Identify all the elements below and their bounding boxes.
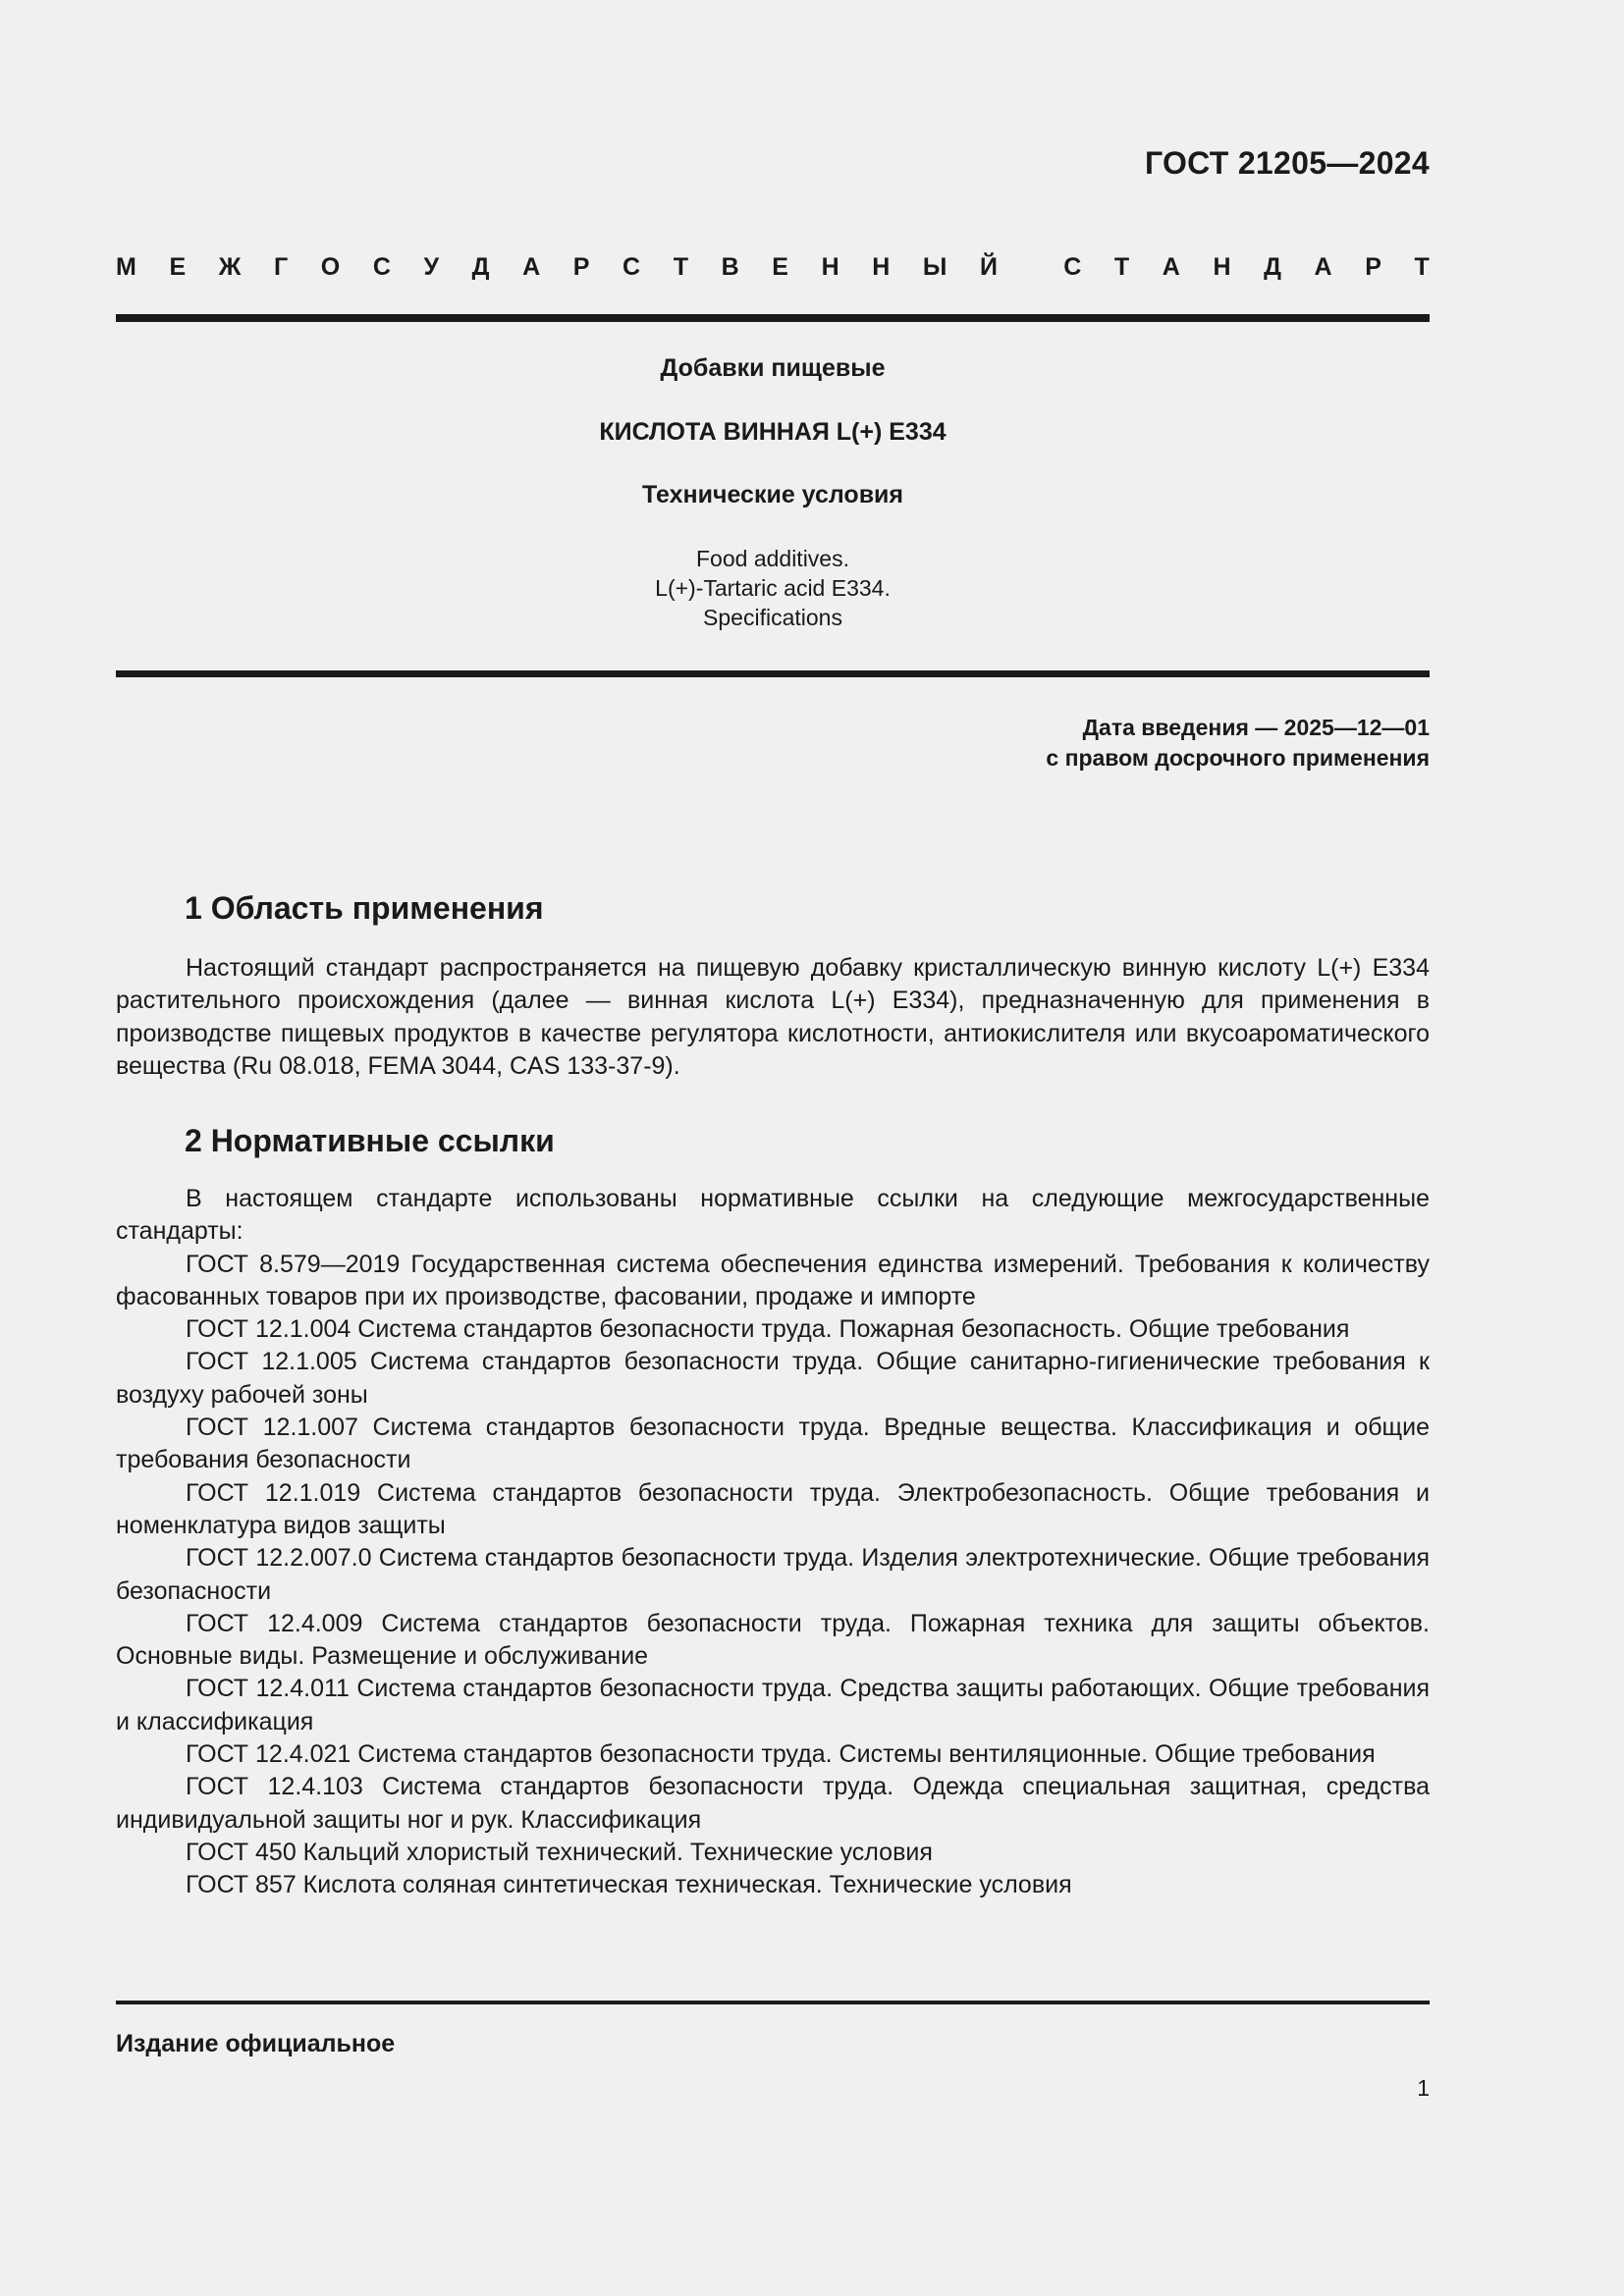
page-number: 1 [1417, 2075, 1430, 2101]
title-bottom-rule [116, 670, 1430, 677]
reference-item: ГОСТ 12.4.011 Система стандартов безопасности труда. Средства защиты работающих. Общие требования и классификация [116, 1675, 1430, 1735]
early-application-note: с правом досрочного применения [1046, 745, 1430, 771]
reference-item: ГОСТ 12.2.007.0 Система стандартов безопасности труда. Изделия электротехнические. Общие требования безопасности [116, 1544, 1430, 1605]
reference-item: ГОСТ 12.4.009 Система стандартов безопасности труда. Пожарная техника для защиты объектов. Основные виды. Размещение и обслуживание [116, 1609, 1430, 1671]
banner-letter: Н [872, 253, 891, 281]
footer-rule [116, 2001, 1430, 2004]
top-rule [116, 314, 1430, 322]
banner-letter: Т [673, 253, 688, 281]
banner-letter: Д [1264, 253, 1281, 281]
banner-letter: С [1063, 253, 1082, 281]
banner-letter: С [372, 253, 391, 281]
doc-name: КИСЛОТА ВИННАЯ L(+) Е334 [599, 418, 947, 446]
introduction-date: Дата введения — 2025—12—01 [1082, 715, 1430, 740]
reference-item: ГОСТ 12.1.005 Система стандартов безопасности труда. Общие санитарно-гигиенические требования к воздуху рабочей зоны [116, 1348, 1430, 1409]
banner-letter: Е [772, 253, 788, 281]
banner-letter: Ы [922, 253, 947, 281]
reference-item: ГОСТ 857 Кислота соляная синтетическая техническая. Технические условия [186, 1871, 1072, 1899]
banner-letter: Н [821, 253, 839, 281]
banner-letter: О [320, 253, 341, 281]
reference-item: ГОСТ 12.1.007 Система стандартов безопасности труда. Вредные вещества. Классификация и общие требования безопасности [116, 1414, 1430, 1474]
gost-code: ГОСТ 21205—2024 [1144, 145, 1430, 181]
section-1-body [116, 952, 1430, 1083]
banner-letter: В [721, 253, 739, 281]
english-title-line: Specifications [703, 605, 842, 630]
banner-letter: Р [572, 253, 590, 281]
section-1-heading: 1 Область применения [185, 890, 544, 926]
english-title [116, 544, 1430, 632]
banner-letter: А [522, 253, 541, 281]
banner-letter: Т [1414, 253, 1430, 281]
reference-item: ГОСТ 12.1.019 Система стандартов безопасности труда. Электробезопасность. Общие требования и номенклатура видов защиты [116, 1478, 1430, 1539]
banner-letter: Г [273, 253, 289, 281]
english-title-line: Food additives. [696, 546, 849, 571]
doc-subtitle: Технические условия [641, 481, 904, 508]
banner-letter: У [423, 253, 440, 281]
banner-letter: Р [1365, 253, 1381, 281]
interstate-standard-banner [116, 253, 1430, 282]
reference-item: ГОСТ 450 Кальций хлористый технический. Технические условия [186, 1838, 933, 1866]
section-2-heading: 2 Нормативные ссылки [185, 1123, 555, 1158]
banner-letter: Т [1113, 253, 1130, 281]
paragraph: Настоящий стандарт распространяется на пищевую добавку кристаллическую винную кислоту L(+) Е334 растительного происхождения (далее — винная кислота L(+) Е334), предназначенную для применения в производстве пищевых продуктов в качестве регулятора кислотности, антиокислителя или вкусоароматического вещества (Ru 08.018, FEMA 3044, CAS 133-37-9). [116, 954, 1430, 1080]
introduction-date-block [1046, 713, 1430, 774]
reference-item: ГОСТ 8.579—2019 Государственная система обеспечения единства измерений. Требования к количеству фасованных товаров при их производстве, фасовании, продаже и импорте [116, 1250, 1430, 1310]
banner-letter: А [1162, 253, 1180, 281]
banner-letter: М [116, 253, 136, 281]
banner-letter: Й [980, 253, 998, 281]
english-title-line: L(+)-Tartaric acid E334. [655, 575, 891, 601]
banner-letter: С [623, 253, 641, 281]
banner-letter: А [1314, 253, 1332, 281]
reference-item: ГОСТ 12.4.103 Система стандартов безопасности труда. Одежда специальная защитная, средства индивидуальной защиты ног и рук. Классификация [116, 1773, 1430, 1834]
banner-letter: Е [169, 253, 187, 281]
doc-category: Добавки пищевые [660, 354, 886, 382]
banner-letter: Ж [218, 253, 242, 281]
banner-letter: Н [1213, 253, 1231, 281]
official-edition-label: Издание официальное [116, 2030, 396, 2057]
reference-item: ГОСТ 12.4.021 Система стандартов безопасности труда. Системы вентиляционные. Общие требования [186, 1740, 1376, 1769]
banner-letter: Д [471, 253, 490, 281]
references-intro: В настоящем стандарте использованы нормативные ссылки на следующие межгосударственные стандарты: [116, 1185, 1430, 1246]
section-2-body [116, 1183, 1430, 1902]
reference-item: ГОСТ 12.1.004 Система стандартов безопасности труда. Пожарная безопасность. Общие требования [186, 1315, 1350, 1344]
